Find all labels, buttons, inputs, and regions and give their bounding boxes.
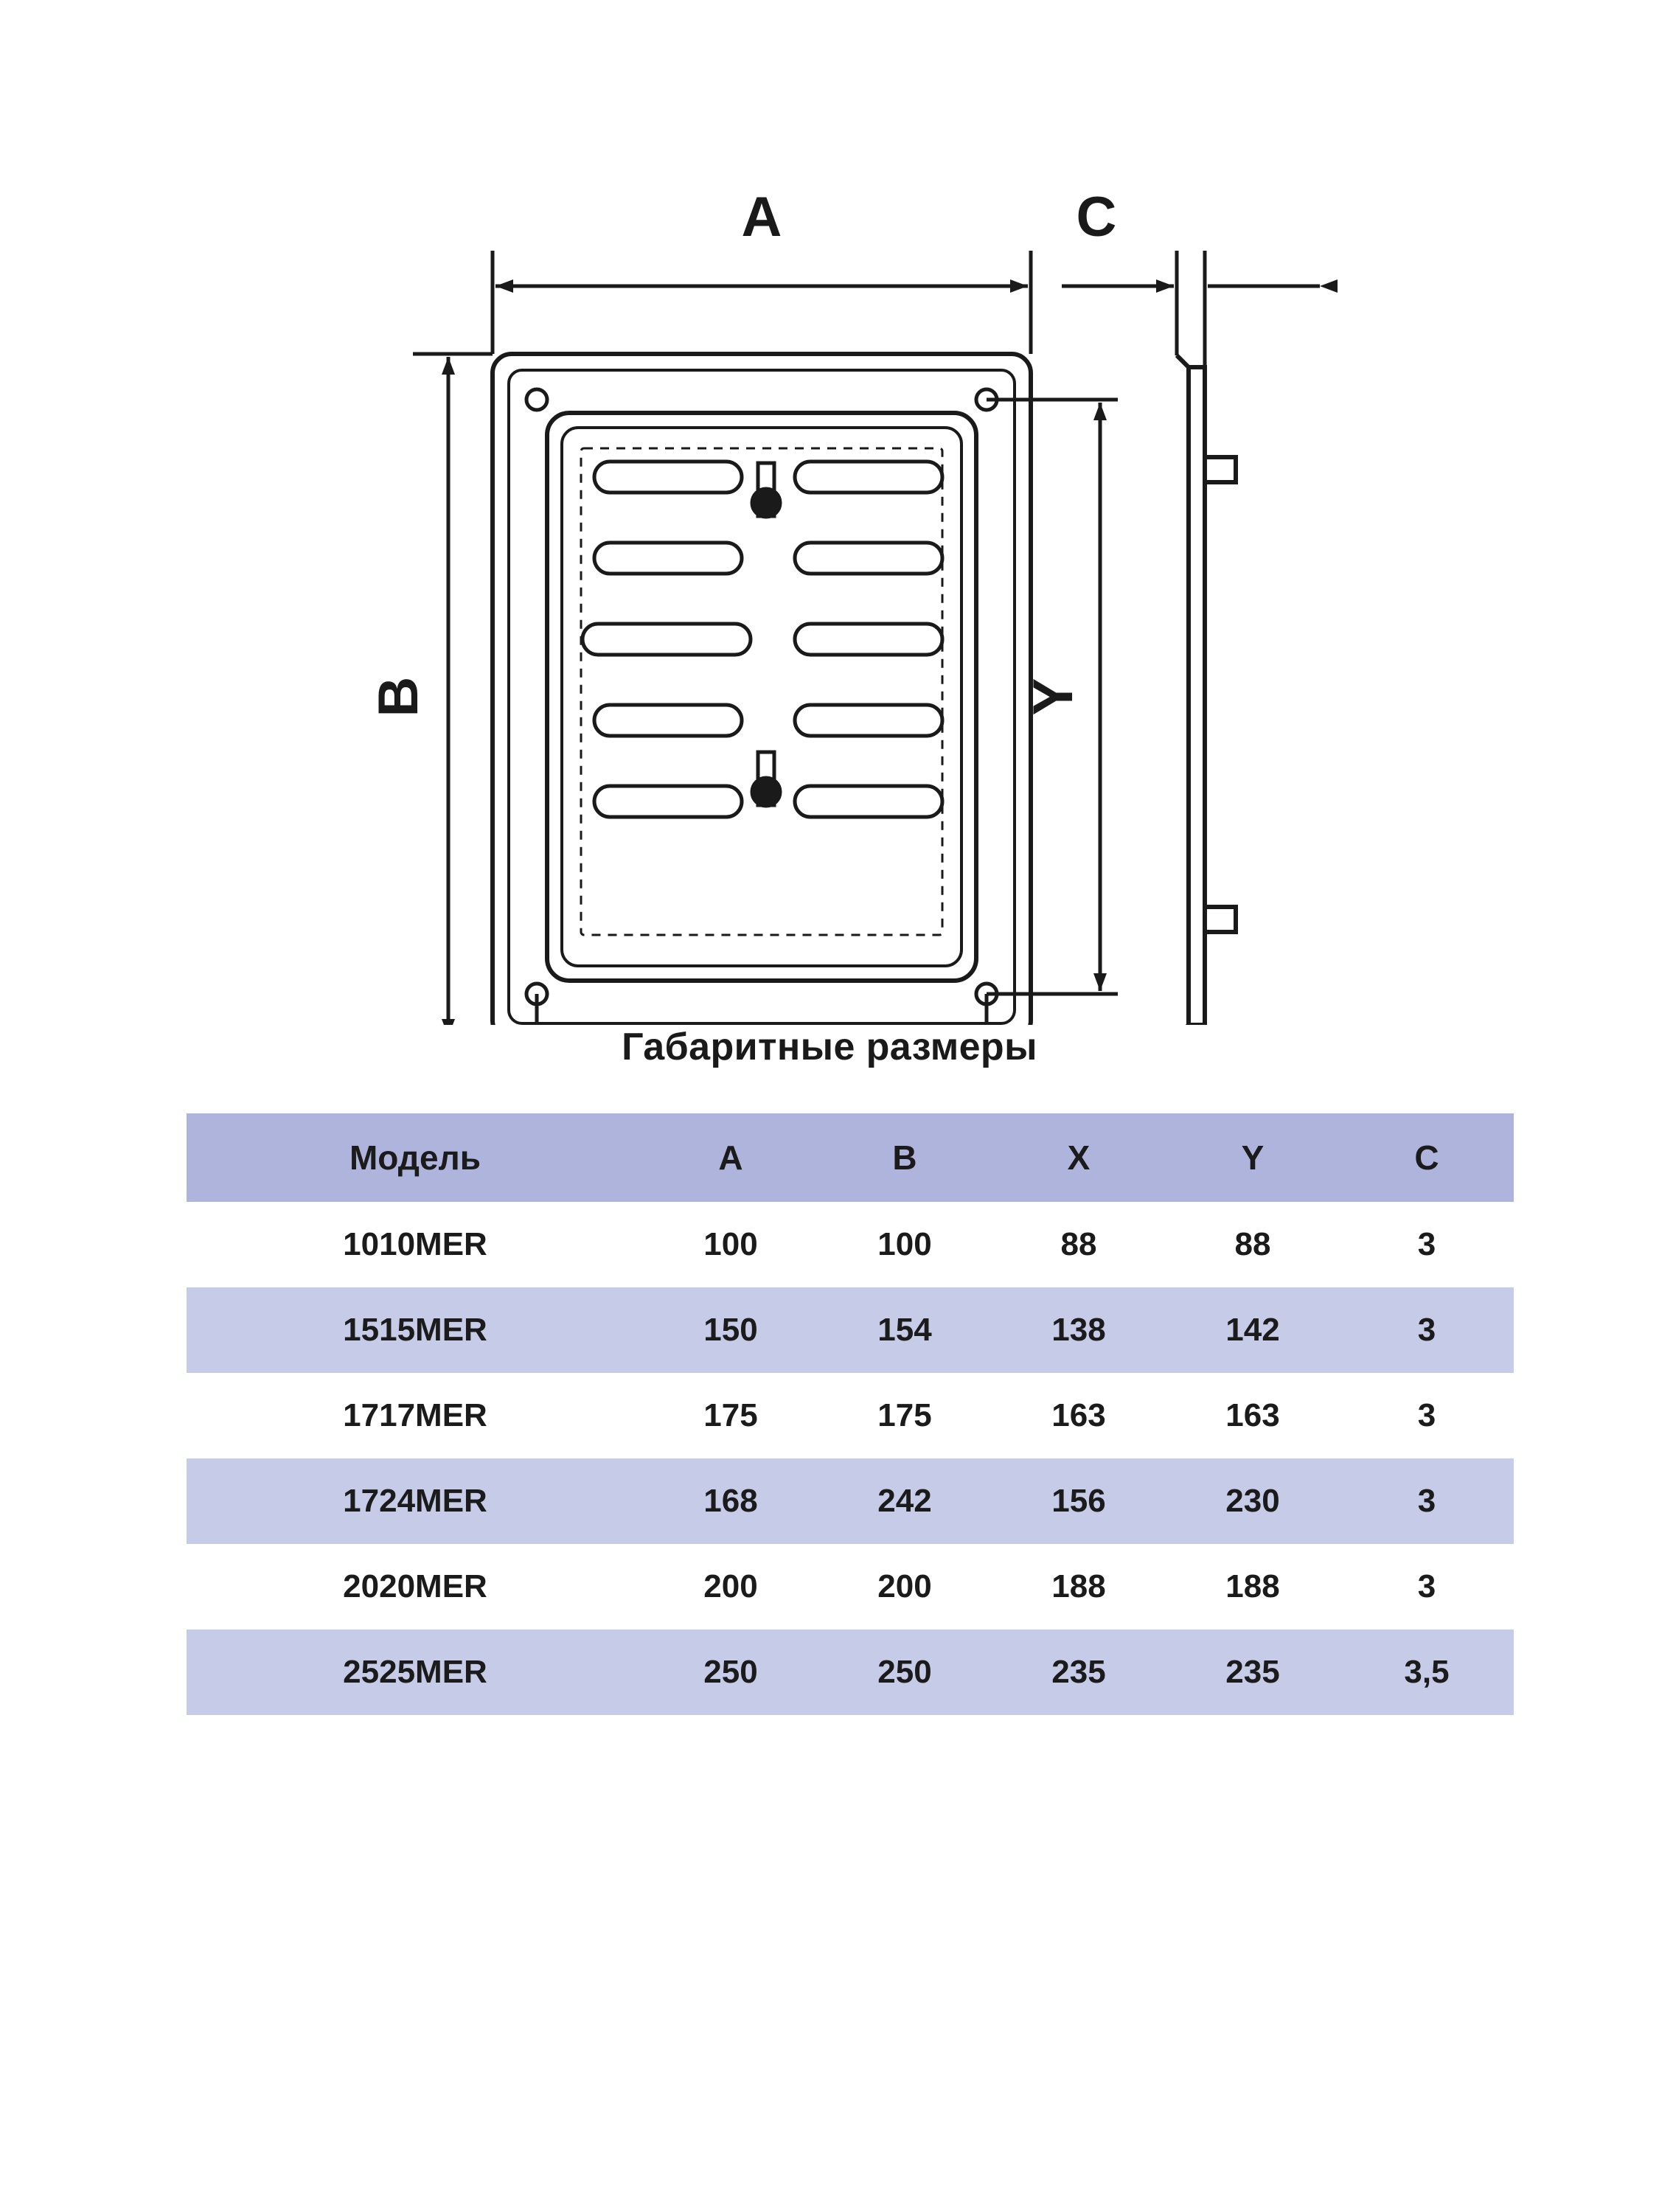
- louver-slots-right: [795, 462, 942, 817]
- cell-y: 188: [1225, 1568, 1280, 1604]
- cell-model: 1515MER: [343, 1312, 487, 1348]
- dimension-x: [537, 994, 987, 1025]
- cell-y: 235: [1225, 1654, 1280, 1690]
- cell-b: 200: [877, 1568, 932, 1604]
- table-row: [187, 1544, 1514, 1630]
- cell-model: 1717MER: [343, 1397, 487, 1433]
- column-header-model: Модель: [349, 1138, 481, 1177]
- cell-a: 168: [703, 1483, 758, 1519]
- grille-outer-frame: [493, 354, 1031, 1025]
- cell-b: 250: [877, 1654, 932, 1690]
- slide-adjuster-bottom: [752, 752, 780, 806]
- dimensions-table-wrap: [187, 1113, 1514, 1715]
- cell-model: 1010MER: [343, 1226, 487, 1262]
- cell-b: 100: [877, 1226, 932, 1262]
- cell-x: 156: [1051, 1483, 1106, 1519]
- technical-drawing: [0, 170, 1659, 1025]
- label-b: B: [367, 676, 430, 717]
- table-row: [187, 1287, 1514, 1373]
- table-row: [187, 1630, 1514, 1715]
- dimension-c: [1062, 251, 1320, 367]
- cell-y: 88: [1234, 1226, 1271, 1262]
- label-y: Y: [1022, 678, 1085, 716]
- cell-c: 3: [1417, 1226, 1436, 1262]
- cell-x: 138: [1051, 1312, 1106, 1348]
- cell-x: 163: [1051, 1397, 1106, 1433]
- cell-x: 88: [1060, 1226, 1097, 1262]
- cell-x: 235: [1051, 1654, 1106, 1690]
- table-title: Габаритные размеры: [622, 1026, 1037, 1068]
- louver-slots-left: [582, 462, 751, 817]
- label-a: A: [741, 186, 782, 248]
- cell-y: 163: [1225, 1397, 1280, 1433]
- cell-y: 142: [1225, 1312, 1280, 1348]
- cell-y: 230: [1225, 1483, 1280, 1519]
- cell-b: 175: [877, 1397, 932, 1433]
- column-header-a: A: [718, 1138, 743, 1177]
- cell-model: 1724MER: [343, 1483, 487, 1519]
- cell-c: 3,5: [1404, 1654, 1450, 1690]
- column-header-c: C: [1414, 1138, 1439, 1177]
- cell-model: 2525MER: [343, 1654, 487, 1690]
- slide-adjuster-top: [752, 463, 780, 517]
- cell-b: 242: [877, 1483, 932, 1519]
- cell-a: 100: [703, 1226, 758, 1262]
- label-c: C: [1076, 186, 1117, 248]
- cell-c: 3: [1417, 1397, 1436, 1433]
- cell-b: 154: [877, 1312, 932, 1348]
- dimension-a: [493, 251, 1031, 354]
- cell-model: 2020MER: [343, 1568, 487, 1604]
- corner-screw-holes: [526, 389, 997, 1004]
- dimensions-table: [187, 1113, 1514, 1715]
- cell-c: 3: [1417, 1483, 1436, 1519]
- cell-c: 3: [1417, 1312, 1436, 1348]
- cell-x: 188: [1051, 1568, 1106, 1604]
- table-row: [187, 1373, 1514, 1458]
- cell-c: 3: [1417, 1568, 1436, 1604]
- cell-a: 150: [703, 1312, 758, 1348]
- table-header-row: [187, 1113, 1514, 1202]
- side-view-profile: [1177, 355, 1236, 1025]
- column-header-y: Y: [1241, 1138, 1265, 1177]
- table-row: [187, 1458, 1514, 1544]
- cell-a: 250: [703, 1654, 758, 1690]
- cell-a: 175: [703, 1397, 758, 1433]
- shutter-dashed-outline: [581, 448, 942, 935]
- table-row: [187, 1202, 1514, 1287]
- cell-a: 200: [703, 1568, 758, 1604]
- column-header-x: X: [1067, 1138, 1091, 1177]
- column-header-b: B: [892, 1138, 917, 1177]
